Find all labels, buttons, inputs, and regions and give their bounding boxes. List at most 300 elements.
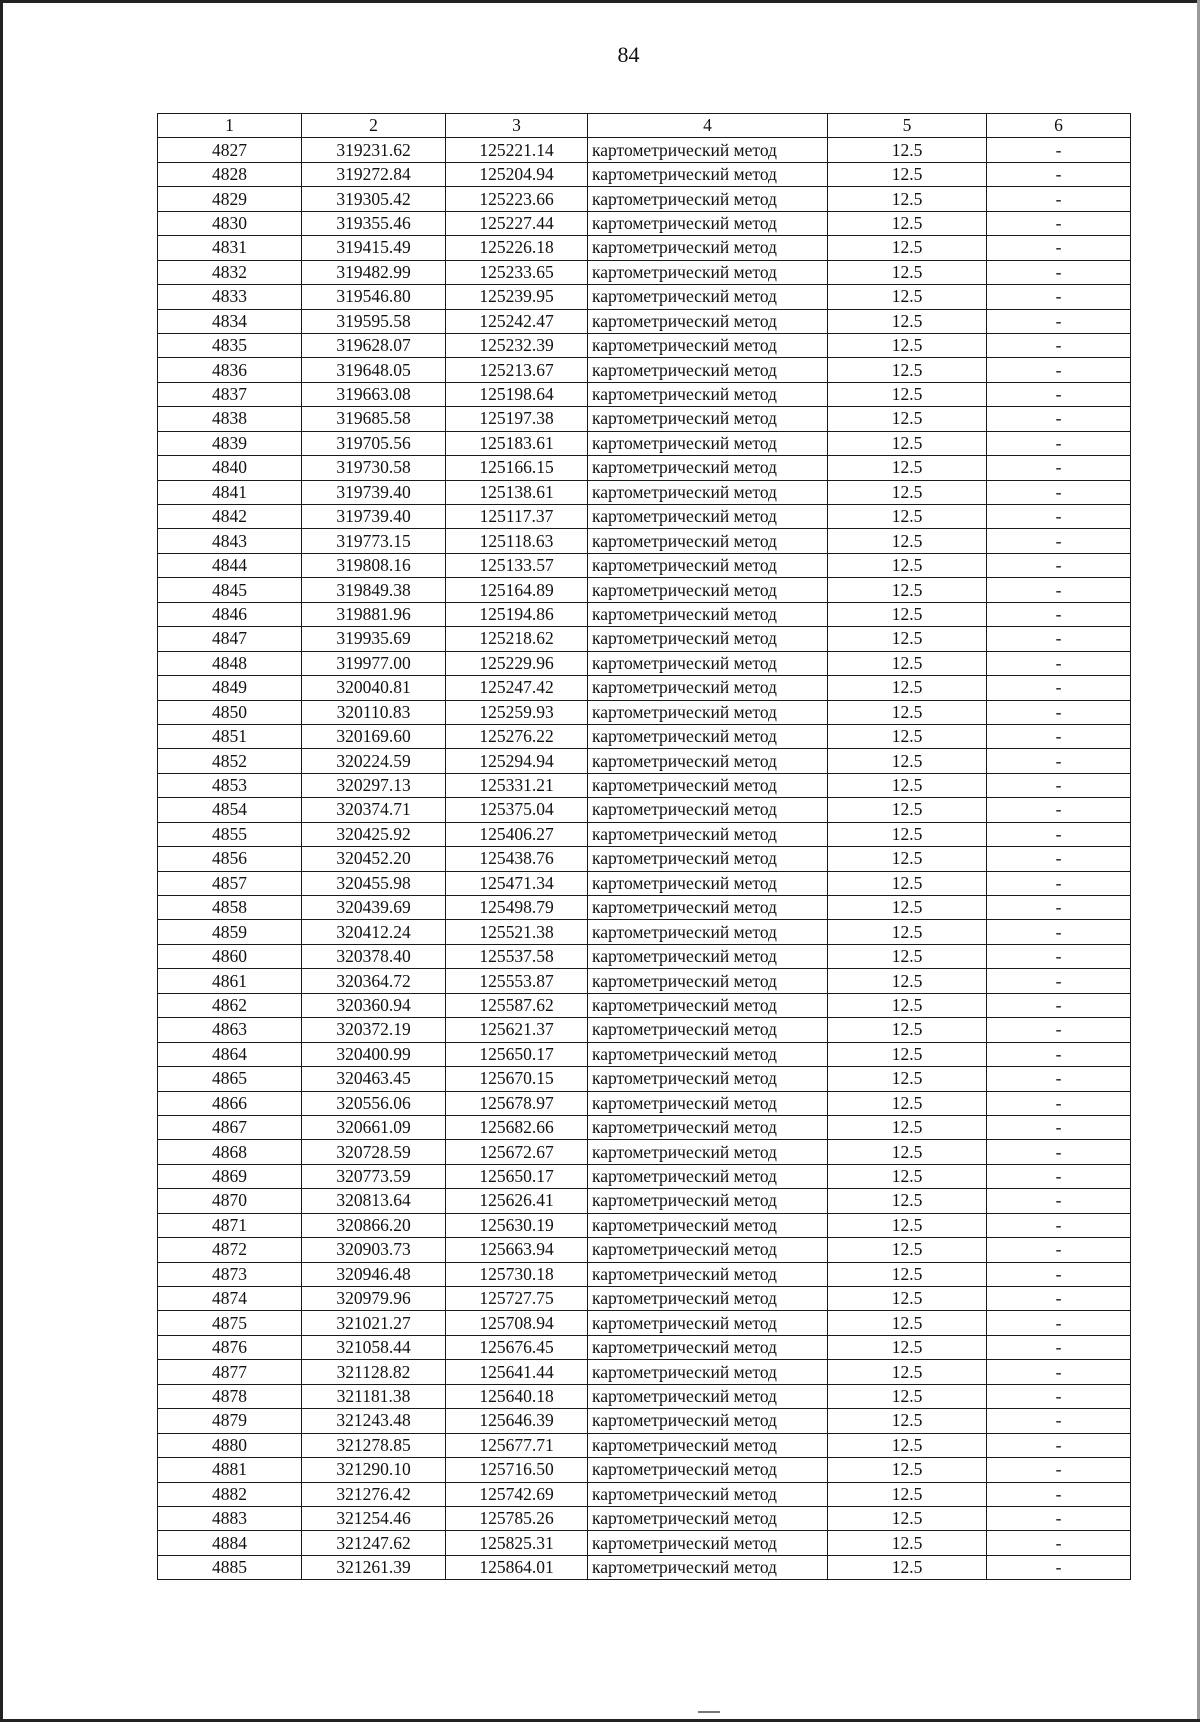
point-number-cell: 4855 (158, 822, 302, 846)
table-row (158, 847, 1131, 871)
point-number-cell: 4861 (158, 969, 302, 993)
point-number-cell: 4868 (158, 1140, 302, 1164)
point-number-cell: 4874 (158, 1287, 302, 1311)
method-cell: картометрический метод (588, 1189, 828, 1213)
y-coordinate-cell: 125640.18 (446, 1384, 588, 1408)
y-coordinate-cell: 125785.26 (446, 1506, 588, 1530)
x-coordinate-cell: 320360.94 (302, 993, 446, 1017)
method-cell: картометрический метод (588, 309, 828, 333)
x-coordinate-cell: 321247.62 (302, 1531, 446, 1555)
y-coordinate-cell: 125672.67 (446, 1140, 588, 1164)
y-coordinate-cell: 125521.38 (446, 920, 588, 944)
accuracy-cell: 12.5 (828, 1262, 987, 1286)
method-cell: картометрический метод (588, 847, 828, 871)
x-coordinate-cell: 319977.00 (302, 651, 446, 675)
accuracy-cell: 12.5 (828, 407, 987, 431)
x-coordinate-cell: 319663.08 (302, 382, 446, 406)
table-row (158, 1409, 1131, 1433)
accuracy-cell: 12.5 (828, 211, 987, 235)
method-cell: картометрический метод (588, 236, 828, 260)
method-cell: картометрический метод (588, 162, 828, 186)
y-coordinate-cell: 125553.87 (446, 969, 588, 993)
y-coordinate-cell: 125213.67 (446, 358, 588, 382)
table-row (158, 798, 1131, 822)
method-cell: картометрический метод (588, 920, 828, 944)
table-row (158, 358, 1131, 382)
point-number-cell: 4876 (158, 1335, 302, 1359)
accuracy-cell: 12.5 (828, 456, 987, 480)
description-cell: - (987, 553, 1131, 577)
description-cell: - (987, 1140, 1131, 1164)
y-coordinate-cell: 125164.89 (446, 578, 588, 602)
accuracy-cell: 12.5 (828, 920, 987, 944)
accuracy-cell: 12.5 (828, 358, 987, 382)
x-coordinate-cell: 321243.48 (302, 1409, 446, 1433)
description-cell: - (987, 162, 1131, 186)
x-coordinate-cell: 320866.20 (302, 1213, 446, 1237)
point-number-cell: 4850 (158, 700, 302, 724)
x-coordinate-cell: 319546.80 (302, 285, 446, 309)
y-coordinate-cell: 125864.01 (446, 1555, 588, 1579)
description-cell: - (987, 602, 1131, 626)
table-row (158, 505, 1131, 529)
method-cell: картометрический метод (588, 138, 828, 162)
accuracy-cell: 12.5 (828, 260, 987, 284)
x-coordinate-cell: 320110.83 (302, 700, 446, 724)
coordinates-table (157, 113, 1131, 1580)
y-coordinate-cell: 125537.58 (446, 944, 588, 968)
table-row (158, 1555, 1131, 1579)
table-row (158, 724, 1131, 748)
description-cell: - (987, 749, 1131, 773)
description-cell: - (987, 1189, 1131, 1213)
accuracy-cell: 12.5 (828, 1213, 987, 1237)
description-cell: - (987, 358, 1131, 382)
x-coordinate-cell: 320372.19 (302, 1018, 446, 1042)
x-coordinate-cell: 319272.84 (302, 162, 446, 186)
accuracy-cell: 12.5 (828, 480, 987, 504)
description-cell: - (987, 1042, 1131, 1066)
y-coordinate-cell: 125331.21 (446, 773, 588, 797)
method-cell: картометрический метод (588, 1409, 828, 1433)
x-coordinate-cell: 321276.42 (302, 1482, 446, 1506)
description-cell: - (987, 1018, 1131, 1042)
method-cell: картометрический метод (588, 1018, 828, 1042)
description-cell: - (987, 798, 1131, 822)
accuracy-cell: 12.5 (828, 871, 987, 895)
x-coordinate-cell: 319808.16 (302, 553, 446, 577)
table-row (158, 333, 1131, 357)
accuracy-cell: 12.5 (828, 773, 987, 797)
description-cell: - (987, 1433, 1131, 1457)
accuracy-cell: 12.5 (828, 1287, 987, 1311)
method-cell: картометрический метод (588, 382, 828, 406)
description-cell: - (987, 871, 1131, 895)
point-number-cell: 4866 (158, 1091, 302, 1115)
description-cell: - (987, 1335, 1131, 1359)
y-coordinate-cell: 125730.18 (446, 1262, 588, 1286)
x-coordinate-cell: 321290.10 (302, 1458, 446, 1482)
table-row (158, 1433, 1131, 1457)
method-cell: картометрический метод (588, 1311, 828, 1335)
table-row (158, 1213, 1131, 1237)
method-cell: картометрический метод (588, 480, 828, 504)
table-row (158, 627, 1131, 651)
y-coordinate-cell: 125259.93 (446, 700, 588, 724)
x-coordinate-cell: 320425.92 (302, 822, 446, 846)
y-coordinate-cell: 125218.62 (446, 627, 588, 651)
x-coordinate-cell: 320040.81 (302, 676, 446, 700)
method-cell: картометрический метод (588, 1115, 828, 1139)
method-cell: картометрический метод (588, 1335, 828, 1359)
method-cell: картометрический метод (588, 871, 828, 895)
description-cell: - (987, 260, 1131, 284)
method-cell: картометрический метод (588, 407, 828, 431)
table-row (158, 1360, 1131, 1384)
description-cell: - (987, 773, 1131, 797)
y-coordinate-cell: 125825.31 (446, 1531, 588, 1555)
table-row (158, 431, 1131, 455)
point-number-cell: 4853 (158, 773, 302, 797)
point-number-cell: 4851 (158, 724, 302, 748)
y-coordinate-cell: 125438.76 (446, 847, 588, 871)
point-number-cell: 4846 (158, 602, 302, 626)
accuracy-cell: 12.5 (828, 1091, 987, 1115)
y-coordinate-cell: 125727.75 (446, 1287, 588, 1311)
point-number-cell: 4869 (158, 1164, 302, 1188)
y-coordinate-cell: 125242.47 (446, 309, 588, 333)
description-cell: - (987, 1506, 1131, 1530)
description-cell: - (987, 676, 1131, 700)
method-cell: картометрический метод (588, 578, 828, 602)
description-cell: - (987, 1531, 1131, 1555)
y-coordinate-cell: 125166.15 (446, 456, 588, 480)
y-coordinate-cell: 125663.94 (446, 1238, 588, 1262)
table-row (158, 822, 1131, 846)
x-coordinate-cell: 319305.42 (302, 187, 446, 211)
method-cell: картометрический метод (588, 333, 828, 357)
accuracy-cell: 12.5 (828, 1360, 987, 1384)
description-cell: - (987, 822, 1131, 846)
y-coordinate-cell: 125716.50 (446, 1458, 588, 1482)
accuracy-cell: 12.5 (828, 1384, 987, 1408)
y-coordinate-cell: 125118.63 (446, 529, 588, 553)
point-number-cell: 4882 (158, 1482, 302, 1506)
table-row (158, 871, 1131, 895)
point-number-cell: 4879 (158, 1409, 302, 1433)
table-row (158, 773, 1131, 797)
x-coordinate-cell: 319739.40 (302, 505, 446, 529)
accuracy-cell: 12.5 (828, 627, 987, 651)
table-row (158, 407, 1131, 431)
point-number-cell: 4839 (158, 431, 302, 455)
table-row (158, 969, 1131, 993)
method-cell: картометрический метод (588, 285, 828, 309)
table-row (158, 1067, 1131, 1091)
accuracy-cell: 12.5 (828, 1458, 987, 1482)
column-header: 6 (987, 114, 1131, 138)
table-row (158, 700, 1131, 724)
method-cell: картометрический метод (588, 798, 828, 822)
x-coordinate-cell: 320979.96 (302, 1287, 446, 1311)
y-coordinate-cell: 125226.18 (446, 236, 588, 260)
y-coordinate-cell: 125670.15 (446, 1067, 588, 1091)
description-cell: - (987, 529, 1131, 553)
y-coordinate-cell: 125117.37 (446, 505, 588, 529)
method-cell: картометрический метод (588, 724, 828, 748)
point-number-cell: 4844 (158, 553, 302, 577)
table-row (158, 529, 1131, 553)
x-coordinate-cell: 321181.38 (302, 1384, 446, 1408)
point-number-cell: 4827 (158, 138, 302, 162)
accuracy-cell: 12.5 (828, 700, 987, 724)
point-number-cell: 4848 (158, 651, 302, 675)
description-cell: - (987, 187, 1131, 211)
description-cell: - (987, 480, 1131, 504)
point-number-cell: 4859 (158, 920, 302, 944)
description-cell: - (987, 1311, 1131, 1335)
y-coordinate-cell: 125247.42 (446, 676, 588, 700)
y-coordinate-cell: 125650.17 (446, 1042, 588, 1066)
point-number-cell: 4864 (158, 1042, 302, 1066)
description-cell: - (987, 138, 1131, 162)
point-number-cell: 4840 (158, 456, 302, 480)
table-row (158, 749, 1131, 773)
description-cell: - (987, 285, 1131, 309)
x-coordinate-cell: 320903.73 (302, 1238, 446, 1262)
method-cell: картометрический метод (588, 187, 828, 211)
method-cell: картометрический метод (588, 676, 828, 700)
accuracy-cell: 12.5 (828, 505, 987, 529)
method-cell: картометрический метод (588, 1140, 828, 1164)
x-coordinate-cell: 320297.13 (302, 773, 446, 797)
method-cell: картометрический метод (588, 1213, 828, 1237)
point-number-cell: 4830 (158, 211, 302, 235)
description-cell: - (987, 456, 1131, 480)
method-cell: картометрический метод (588, 627, 828, 651)
method-cell: картометрический метод (588, 431, 828, 455)
description-cell: - (987, 993, 1131, 1017)
table-row (158, 285, 1131, 309)
point-number-cell: 4872 (158, 1238, 302, 1262)
description-cell: - (987, 1409, 1131, 1433)
table-row (158, 1335, 1131, 1359)
x-coordinate-cell: 319415.49 (302, 236, 446, 260)
accuracy-cell: 12.5 (828, 529, 987, 553)
accuracy-cell: 12.5 (828, 896, 987, 920)
accuracy-cell: 12.5 (828, 1189, 987, 1213)
y-coordinate-cell: 125375.04 (446, 798, 588, 822)
table-row (158, 676, 1131, 700)
table-row (158, 1189, 1131, 1213)
point-number-cell: 4837 (158, 382, 302, 406)
description-cell: - (987, 896, 1131, 920)
y-coordinate-cell: 125232.39 (446, 333, 588, 357)
table-row (158, 553, 1131, 577)
y-coordinate-cell: 125204.94 (446, 162, 588, 186)
x-coordinate-cell: 320400.99 (302, 1042, 446, 1066)
accuracy-cell: 12.5 (828, 1140, 987, 1164)
accuracy-cell: 12.5 (828, 285, 987, 309)
y-coordinate-cell: 125294.94 (446, 749, 588, 773)
accuracy-cell: 12.5 (828, 847, 987, 871)
y-coordinate-cell: 125276.22 (446, 724, 588, 748)
table-row (158, 480, 1131, 504)
point-number-cell: 4863 (158, 1018, 302, 1042)
x-coordinate-cell: 321254.46 (302, 1506, 446, 1530)
accuracy-cell: 12.5 (828, 1311, 987, 1335)
method-cell: картометрический метод (588, 700, 828, 724)
scan-top-edge (0, 0, 1200, 3)
accuracy-cell: 12.5 (828, 1482, 987, 1506)
scan-left-edge (0, 0, 3, 1722)
y-coordinate-cell: 125239.95 (446, 285, 588, 309)
method-cell: картометрический метод (588, 1433, 828, 1457)
description-cell: - (987, 309, 1131, 333)
description-cell: - (987, 236, 1131, 260)
x-coordinate-cell: 320364.72 (302, 969, 446, 993)
accuracy-cell: 12.5 (828, 1433, 987, 1457)
x-coordinate-cell: 319355.46 (302, 211, 446, 235)
point-number-cell: 4875 (158, 1311, 302, 1335)
method-cell: картометрический метод (588, 1238, 828, 1262)
method-cell: картометрический метод (588, 1531, 828, 1555)
method-cell: картометрический метод (588, 749, 828, 773)
x-coordinate-cell: 320773.59 (302, 1164, 446, 1188)
description-cell: - (987, 944, 1131, 968)
point-number-cell: 4881 (158, 1458, 302, 1482)
description-cell: - (987, 1458, 1131, 1482)
point-number-cell: 4865 (158, 1067, 302, 1091)
y-coordinate-cell: 125233.65 (446, 260, 588, 284)
description-cell: - (987, 1213, 1131, 1237)
description-cell: - (987, 333, 1131, 357)
y-coordinate-cell: 125194.86 (446, 602, 588, 626)
point-number-cell: 4880 (158, 1433, 302, 1457)
method-cell: картометрический метод (588, 1067, 828, 1091)
description-cell: - (987, 700, 1131, 724)
point-number-cell: 4834 (158, 309, 302, 333)
description-cell: - (987, 431, 1131, 455)
x-coordinate-cell: 320661.09 (302, 1115, 446, 1139)
description-cell: - (987, 1360, 1131, 1384)
y-coordinate-cell: 125227.44 (446, 211, 588, 235)
description-cell: - (987, 407, 1131, 431)
method-cell: картометрический метод (588, 1042, 828, 1066)
accuracy-cell: 12.5 (828, 676, 987, 700)
x-coordinate-cell: 320374.71 (302, 798, 446, 822)
x-coordinate-cell: 321128.82 (302, 1360, 446, 1384)
method-cell: картометрический метод (588, 1091, 828, 1115)
point-number-cell: 4845 (158, 578, 302, 602)
description-cell: - (987, 1482, 1131, 1506)
table-row (158, 1287, 1131, 1311)
point-number-cell: 4883 (158, 1506, 302, 1530)
y-coordinate-cell: 125221.14 (446, 138, 588, 162)
table-row (158, 1140, 1131, 1164)
y-coordinate-cell: 125742.69 (446, 1482, 588, 1506)
description-cell: - (987, 627, 1131, 651)
table-row (158, 162, 1131, 186)
accuracy-cell: 12.5 (828, 724, 987, 748)
table-row (158, 382, 1131, 406)
accuracy-cell: 12.5 (828, 969, 987, 993)
description-cell: - (987, 578, 1131, 602)
table-row (158, 920, 1131, 944)
point-number-cell: 4842 (158, 505, 302, 529)
x-coordinate-cell: 320452.20 (302, 847, 446, 871)
table-row (158, 993, 1131, 1017)
method-cell: картометрический метод (588, 505, 828, 529)
point-number-cell: 4847 (158, 627, 302, 651)
table-row (158, 944, 1131, 968)
scan-artifact-mark (698, 1711, 720, 1713)
accuracy-cell: 12.5 (828, 1506, 987, 1530)
table-row (158, 896, 1131, 920)
y-coordinate-cell: 125678.97 (446, 1091, 588, 1115)
table-row (158, 1042, 1131, 1066)
point-number-cell: 4832 (158, 260, 302, 284)
point-number-cell: 4841 (158, 480, 302, 504)
y-coordinate-cell: 125223.66 (446, 187, 588, 211)
point-number-cell: 4873 (158, 1262, 302, 1286)
y-coordinate-cell: 125197.38 (446, 407, 588, 431)
x-coordinate-cell: 320224.59 (302, 749, 446, 773)
table-row (158, 260, 1131, 284)
y-coordinate-cell: 125587.62 (446, 993, 588, 1017)
description-cell: - (987, 1384, 1131, 1408)
point-number-cell: 4877 (158, 1360, 302, 1384)
table-row (158, 1458, 1131, 1482)
table-header-row (158, 114, 1131, 138)
x-coordinate-cell: 319482.99 (302, 260, 446, 284)
method-cell: картометрический метод (588, 1482, 828, 1506)
x-coordinate-cell: 321058.44 (302, 1335, 446, 1359)
x-coordinate-cell: 320813.64 (302, 1189, 446, 1213)
method-cell: картометрический метод (588, 944, 828, 968)
accuracy-cell: 12.5 (828, 1018, 987, 1042)
description-cell: - (987, 1262, 1131, 1286)
x-coordinate-cell: 319648.05 (302, 358, 446, 382)
table-row (158, 187, 1131, 211)
x-coordinate-cell: 319773.15 (302, 529, 446, 553)
x-coordinate-cell: 320463.45 (302, 1067, 446, 1091)
x-coordinate-cell: 319705.56 (302, 431, 446, 455)
accuracy-cell: 12.5 (828, 1335, 987, 1359)
description-cell: - (987, 1164, 1131, 1188)
description-cell: - (987, 651, 1131, 675)
x-coordinate-cell: 320455.98 (302, 871, 446, 895)
x-coordinate-cell: 321021.27 (302, 1311, 446, 1335)
y-coordinate-cell: 125471.34 (446, 871, 588, 895)
y-coordinate-cell: 125676.45 (446, 1335, 588, 1359)
x-coordinate-cell: 319595.58 (302, 309, 446, 333)
method-cell: картометрический метод (588, 993, 828, 1017)
y-coordinate-cell: 125646.39 (446, 1409, 588, 1433)
x-coordinate-cell: 319685.58 (302, 407, 446, 431)
method-cell: картометрический метод (588, 456, 828, 480)
x-coordinate-cell: 319231.62 (302, 138, 446, 162)
x-coordinate-cell: 321261.39 (302, 1555, 446, 1579)
point-number-cell: 4849 (158, 676, 302, 700)
y-coordinate-cell: 125498.79 (446, 896, 588, 920)
point-number-cell: 4885 (158, 1555, 302, 1579)
description-cell: - (987, 1091, 1131, 1115)
column-header: 1 (158, 114, 302, 138)
y-coordinate-cell: 125198.64 (446, 382, 588, 406)
method-cell: картометрический метод (588, 1506, 828, 1530)
accuracy-cell: 12.5 (828, 944, 987, 968)
